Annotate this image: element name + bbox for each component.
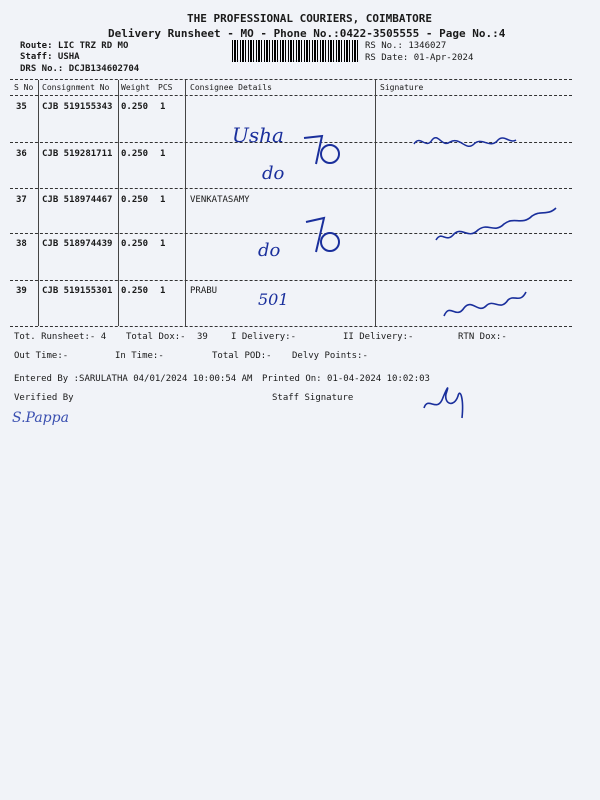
out-time: Out Time:- bbox=[14, 351, 69, 361]
row-sno: 39 bbox=[16, 286, 27, 296]
handwritten-receiver-38: do bbox=[258, 240, 281, 261]
in-time: In Time:- bbox=[115, 351, 164, 361]
row-consignment: CJB 518974467 bbox=[42, 195, 113, 205]
row-weight: 0.250 bbox=[121, 102, 149, 112]
verified-signature: S.Pappa bbox=[12, 410, 69, 426]
barcode bbox=[232, 40, 360, 62]
i-delivery: I Delivery:- bbox=[231, 332, 297, 342]
row-consignment: CJB 519155301 bbox=[42, 286, 113, 296]
rs-date: RS Date: 01-Apr-2024 bbox=[365, 53, 474, 63]
signature-39-icon bbox=[440, 288, 530, 324]
handwritten-receiver-35: Usha bbox=[232, 123, 284, 147]
handwritten-mark-icon bbox=[300, 130, 350, 170]
row-weight: 0.250 bbox=[121, 239, 149, 249]
table-bottom-rule bbox=[10, 326, 572, 327]
col-header-pcs: PCS bbox=[158, 83, 173, 92]
entered-by: Entered By :SARULATHA 04/01/2024 10:00:54 AM bbox=[14, 374, 253, 384]
rs-number: RS No.: 1346027 bbox=[365, 41, 447, 51]
row-pcs: 1 bbox=[160, 195, 166, 205]
row-sno: 35 bbox=[16, 102, 27, 112]
rtn-dox: RTN Dox:- bbox=[458, 332, 507, 342]
row-rule bbox=[10, 188, 572, 189]
delvy-points: Delvy Points:- bbox=[292, 351, 368, 361]
staff-label: Staff: USHA bbox=[20, 52, 80, 62]
col-divider bbox=[38, 80, 39, 326]
total-pod: Total POD:- bbox=[212, 351, 272, 361]
company-title: THE PROFESSIONAL COURIERS, COIMBATORE bbox=[187, 12, 433, 25]
row-consignee: PRABU bbox=[190, 286, 218, 296]
handwritten-receiver-36: do bbox=[262, 163, 285, 184]
table-header-rule bbox=[10, 95, 572, 96]
col-header-weight: Weight bbox=[121, 83, 150, 92]
col-divider bbox=[118, 80, 119, 326]
handwritten-receiver-39: 501 bbox=[258, 290, 289, 309]
row-pcs: 1 bbox=[160, 239, 166, 249]
row-sno: 38 bbox=[16, 239, 27, 249]
staff-signature-label: Staff Signature bbox=[272, 393, 354, 403]
total-runsheet: Tot. Runsheet:- 4 bbox=[14, 332, 107, 342]
row-weight: 0.250 bbox=[121, 286, 149, 296]
row-pcs: 1 bbox=[160, 102, 166, 112]
row-sno: 36 bbox=[16, 149, 27, 159]
signature-38-icon bbox=[432, 200, 562, 250]
ii-delivery: II Delivery:- bbox=[343, 332, 414, 342]
drs-number: DRS No.: DCJB134602704 bbox=[20, 64, 140, 74]
row-weight: 0.250 bbox=[121, 149, 149, 159]
col-header-consignee: Consignee Details bbox=[190, 83, 272, 92]
handwritten-mark-icon bbox=[300, 214, 350, 258]
route-label: Route: LIC TRZ RD MO bbox=[20, 41, 129, 51]
runsheet-subtitle: Delivery Runsheet - MO - Phone No.:0422-3505555 - Page No.:4 bbox=[108, 27, 506, 40]
row-sno: 37 bbox=[16, 195, 27, 205]
row-pcs: 1 bbox=[160, 286, 166, 296]
row-consignment: CJB 519155343 bbox=[42, 102, 113, 112]
printed-on: Printed On: 01-04-2024 10:02:03 bbox=[262, 374, 430, 384]
row-pcs: 1 bbox=[160, 149, 166, 159]
total-dox-label: Total Dox:- bbox=[126, 332, 186, 342]
row-consignment: CJB 518974439 bbox=[42, 239, 113, 249]
row-rule bbox=[10, 280, 572, 281]
table-top-rule bbox=[10, 79, 572, 80]
staff-signature-icon bbox=[418, 378, 468, 424]
signature-35-icon bbox=[410, 130, 520, 160]
row-consignee: VENKATASAMY bbox=[190, 195, 250, 205]
col-header-sno: S No bbox=[14, 83, 34, 92]
verified-by: Verified By bbox=[14, 393, 74, 403]
row-consignment: CJB 519281711 bbox=[42, 149, 113, 159]
row-weight: 0.250 bbox=[121, 195, 149, 205]
total-dox-value: 39 bbox=[197, 332, 208, 342]
col-header-signature: Signature bbox=[380, 83, 424, 92]
col-divider bbox=[185, 80, 186, 326]
col-divider bbox=[375, 80, 376, 326]
col-header-consignment: Consignment No bbox=[42, 83, 110, 92]
